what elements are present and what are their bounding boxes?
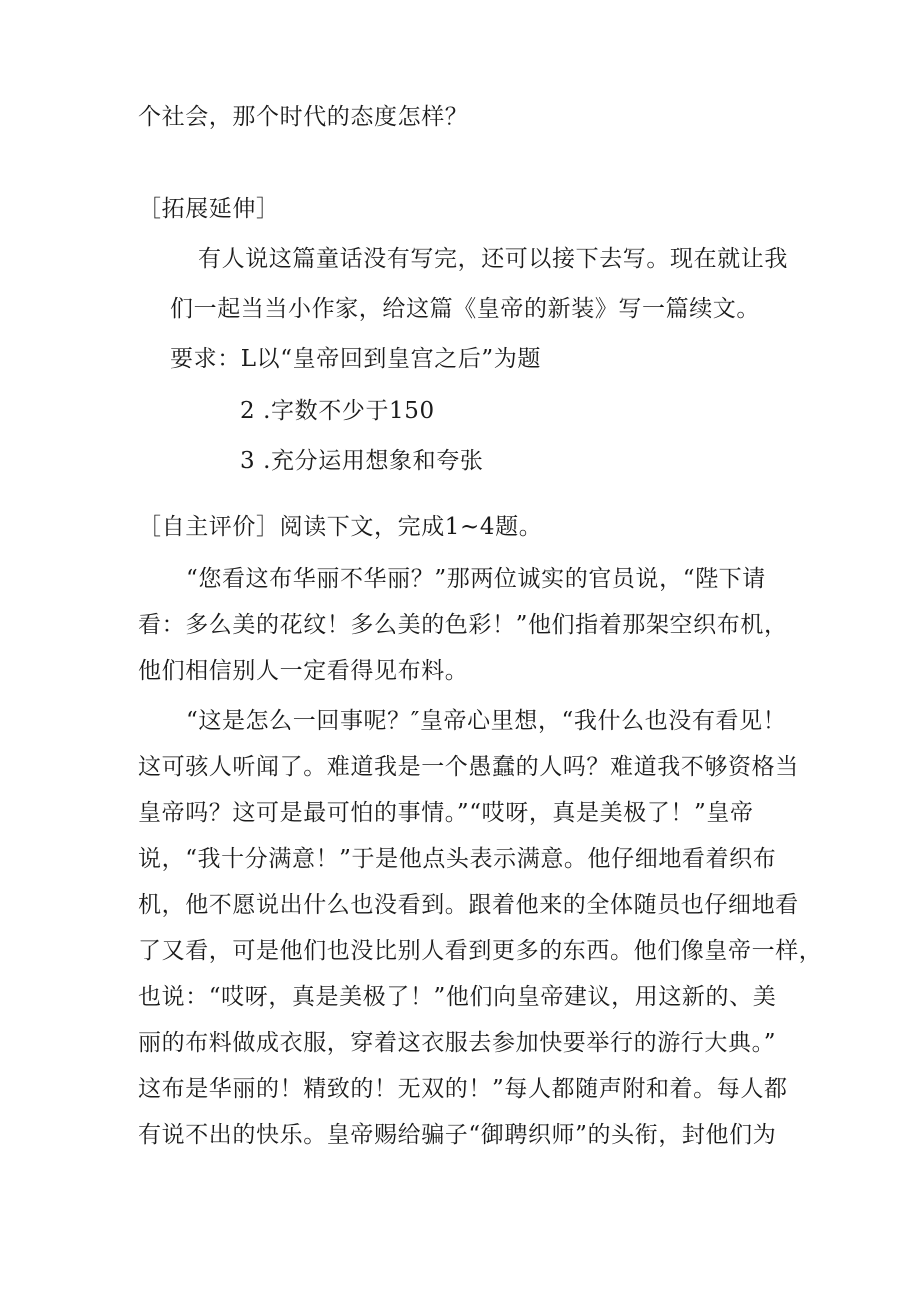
- passage-line: 这布是华丽的！精致的！无双的！”每人都随声附和着。每人都: [138, 1076, 788, 1102]
- passage-line: 机，他不愿说出什么也没看到。跟着他来的全体随员也仔细地看: [138, 892, 799, 918]
- requirement-1: 要求：L以“皇帝回到皇宫之后”为题: [170, 346, 541, 372]
- section-heading-extension: ［拓展延伸］: [138, 196, 280, 222]
- passage-line: 看：多么美的花纹！多么美的色彩！”他们指着那架空织布机，: [138, 612, 788, 638]
- passage-line: 这可骇人听闻了。难道我是一个愚蠢的人吗？难道我不够资格当: [138, 754, 799, 780]
- text-line-continuation: 个社会，那个时代的态度怎样？: [138, 104, 469, 130]
- passage-line: 也说：“哎呀，真是美极了！”他们向皇帝建议，用这新的、美: [138, 984, 777, 1010]
- passage-line: 了又看，可是他们也没比别人看到更多的东西。他们像皇帝一样，: [138, 938, 823, 964]
- section-heading-self-evaluation: ［自主评价］阅读下文，完成1~4题。: [138, 514, 543, 540]
- passage-line: 皇帝吗？这可是最可怕的事情。”“哎呀，真是美极了！”皇帝: [138, 800, 754, 826]
- passage-line: 丽的布料做成衣服，穿着这衣服去参加快要举行的游行大典。”: [138, 1030, 777, 1056]
- passage-line: 有说不出的快乐。皇帝赐给骗子“御聘织师”的头衔，封他们为: [138, 1122, 777, 1148]
- passage-line: “这是怎么一回事呢？″皇帝心里想，“我什么也没有看见！: [186, 708, 787, 734]
- requirement-2: 2 .字数不少于150: [240, 398, 435, 424]
- passage-line: “您看这布华丽不华丽？”那两位诚实的官员说，“陛下请: [186, 566, 766, 592]
- text-line-extension-2: 们一起当当小作家，给这篇《皇帝的新装》写一篇续文。: [170, 296, 760, 322]
- text-line-extension-1: 有人说这篇童话没有写完，还可以接下去写。现在就让我: [198, 246, 788, 272]
- passage-line: 他们相信别人一定看得见布料。: [138, 658, 469, 684]
- requirement-3: 3 .充分运用想象和夸张: [240, 448, 484, 474]
- passage-line: 说，“我十分满意！”于是他点头表示满意。他仔细地看着织布: [138, 846, 777, 872]
